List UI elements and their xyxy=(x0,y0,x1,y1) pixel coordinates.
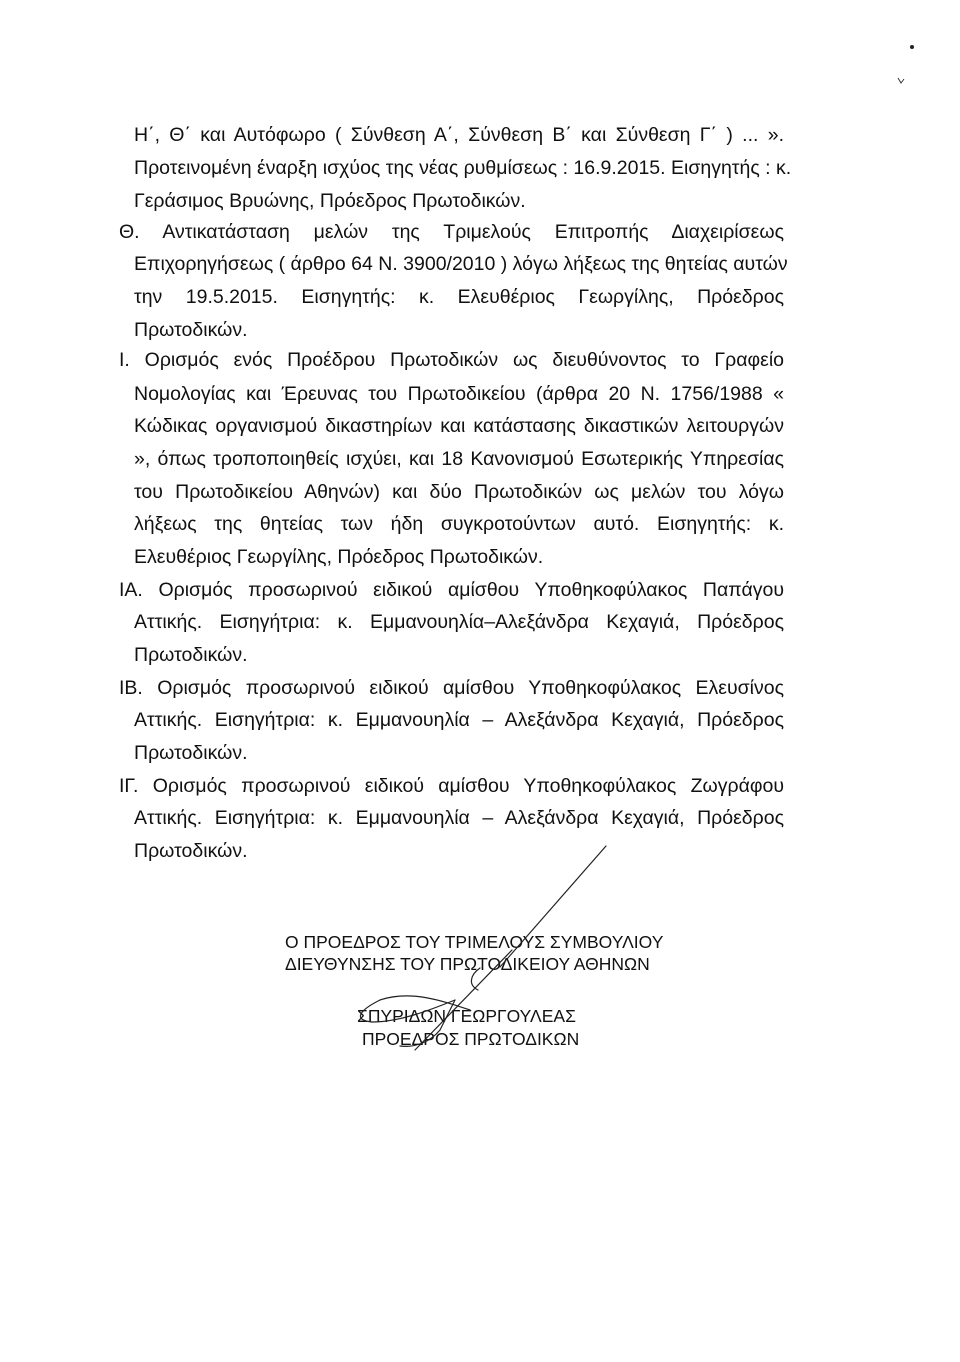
body-line-2: Προτεινομένη έναρξη ισχύος της νέας ρυθμίσεως : 16.9.2015. Εισηγητής : κ. xyxy=(134,157,792,179)
body-line-20: Πρωτοδικών. xyxy=(134,742,248,764)
section-i-heading: Ι. Ορισμός ενός Προέδρου Πρωτοδικών ως διευθύνοντος το Γραφείο xyxy=(119,349,784,371)
body-line-6: την 19.5.2015. Εισηγητής: κ. Ελευθέριος Γεωργίλης, Πρόεδρος xyxy=(134,286,784,308)
body-line-23: Πρωτοδικών. xyxy=(134,840,248,862)
body-line-1: Η΄, Θ΄ και Αυτόφωρο ( Σύνθεση Α΄, Σύνθεση Β΄ και Σύνθεση Γ΄ ) ... ». xyxy=(134,124,784,146)
body-line-3: Γεράσιμος Βρυώνης, Πρόεδρος Πρωτοδικών. xyxy=(134,190,526,212)
section-ig-heading: ΙΓ. Ορισμός προσωρινού ειδικού αμίσθου Υποθηκοφύλακος Ζωγράφου xyxy=(119,775,784,797)
body-line-7: Πρωτοδικών. xyxy=(134,319,248,341)
body-line-13: λήξεως της θητείας των ήδη συγκροτούντων αυτό. Εισηγητής: κ. xyxy=(134,513,784,535)
section-ib-heading: ΙΒ. Ορισμός προσωρινού ειδικού αμίσθου Υποθηκοφύλακος Ελευσίνος xyxy=(119,677,784,699)
section-theta-heading: Θ. Αντικατάσταση μελών της Τριμελούς Επιτροπής Διαχειρίσεως xyxy=(119,221,784,243)
body-line-22: Αττικής. Εισηγήτρια: κ. Εμμανουηλία – Αλεξάνδρα Κεχαγιά, Πρόεδρος xyxy=(134,807,784,829)
section-ia-heading: ΙΑ. Ορισμός προσωρινού ειδικού αμίσθου Υποθηκοφύλακος Παπάγου xyxy=(119,579,784,601)
body-line-16: Αττικής. Εισηγήτρια: κ. Εμμανουηλία–Αλεξάνδρα Κεχαγιά, Πρόεδρος xyxy=(134,611,784,633)
body-line-9: Νομολογίας και Έρευνας του Πρωτοδικείου (άρθρα 20 Ν. 1756/1988 « xyxy=(134,383,784,405)
signatory-name: ΣΠΥΡΙΔΩΝ ΓΕΩΡΓΟΥΛΕΑΣ xyxy=(357,1006,576,1026)
signatory-title: ΠΡΟΕΔΡΟΣ ΠΡΩΤΟΔΙΚΩΝ xyxy=(362,1029,580,1049)
body-line-11: », όπως τροποποιηθείς ισχύει, και 18 Κανονισμού Εσωτερικής Υπηρεσίας xyxy=(134,448,784,470)
body-line-10: Κώδικας οργανισμού δικαστηρίων και κατάστασης δικαστικών λειτουργών xyxy=(134,415,784,437)
body-line-5: Επιχορηγήσεως ( άρθρο 64 Ν. 3900/2010 ) λόγω λήξεως της θητείας αυτών xyxy=(134,253,788,275)
body-line-19: Αττικής. Εισηγήτρια: κ. Εμμανουηλία – Αλεξάνδρα Κεχαγιά, Πρόεδρος xyxy=(134,709,784,731)
body-line-12: του Πρωτοδικείου Αθηνών) και δύο Πρωτοδικών ως μελών του λόγω xyxy=(134,481,784,503)
body-line-17: Πρωτοδικών. xyxy=(134,644,248,666)
signature-title-line-1: Ο ΠΡΟΕΔΡΟΣ ΤΟΥ ΤΡΙΜΕΛΟΥΣ ΣΥΜΒΟΥΛΙΟΥ xyxy=(285,932,664,952)
body-line-14: Ελευθέριος Γεωργίλης, Πρόεδρος Πρωτοδικών. xyxy=(134,546,544,568)
signature-title-line-2: ΔΙΕΥΘΥΝΣΗΣ ΤΟΥ ΠΡΩΤΟΔΙΚΕΙΟΥ ΑΘΗΝΩΝ xyxy=(285,954,650,974)
